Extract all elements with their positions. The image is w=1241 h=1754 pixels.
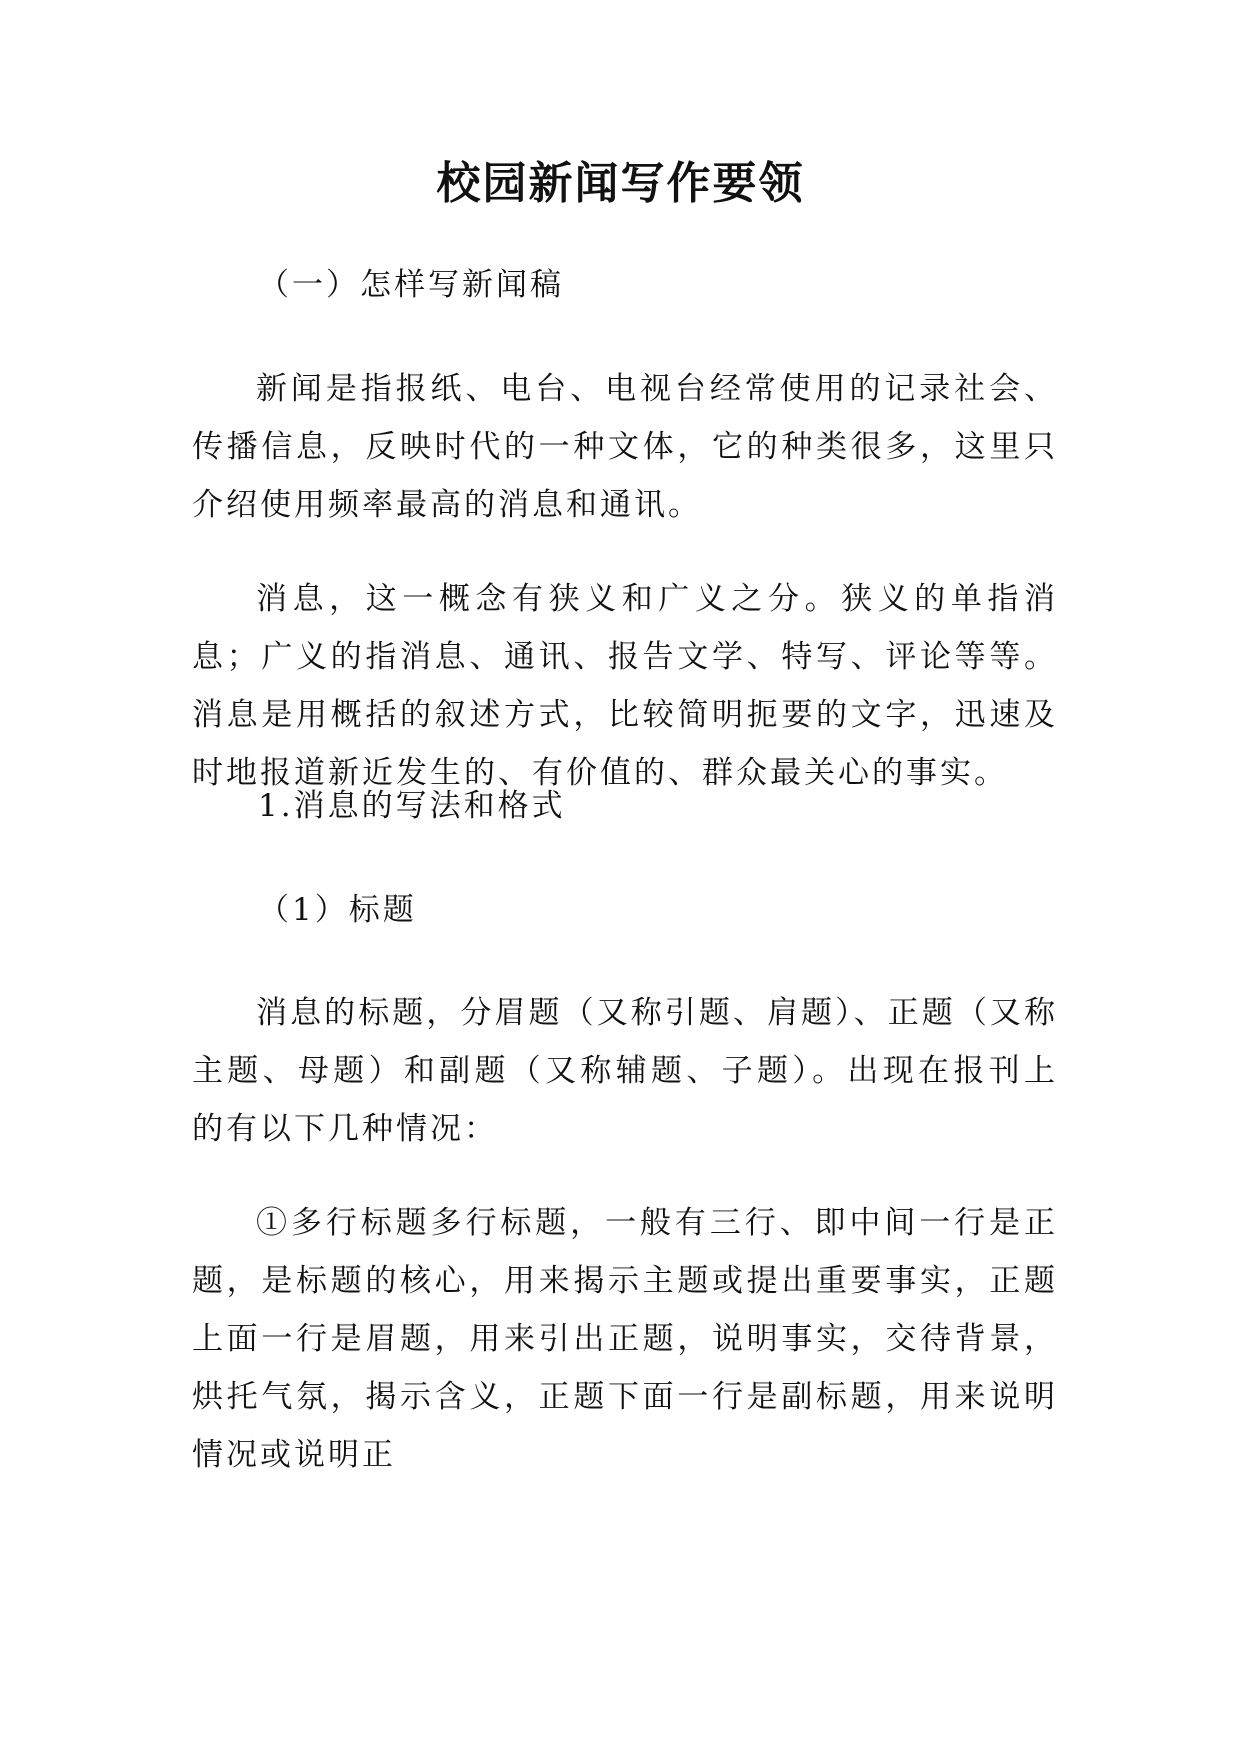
- paragraph-multiline-title: ①多行标题多行标题，一般有三行、即中间一行是正题，是标题的核心，用来揭示主题或提出重要事实，正题上面一行是眉题，用来引出正题，说明事实，交待背景，烘托气氛，揭示含义，正题下面一行是副标题，用来说明情况或说明正: [192, 1205, 1058, 1473]
- subheading-message-format: 1.消息的写法和格式: [258, 788, 566, 824]
- section-heading: （一）怎样写新闻稿: [258, 267, 564, 303]
- document-title: 校园新闻写作要领: [436, 158, 805, 209]
- paragraph-news-definition: 新闻是指报纸、电台、电视台经常使用的记录社会、传播信息，反映时代的一种文体，它的种类很多，这里只介绍使用频率最高的消息和通讯。: [192, 371, 1058, 523]
- paragraph-message-concept: 消息，这一概念有狭义和广义之分。狭义的单指消息；广义的指消息、通讯、报告文学、特写、评论等等。消息是用概括的叙述方式，比较简明扼要的文字，迅速及时地报道新近发生的、有价值的、群众最关心的事实。: [192, 581, 1058, 791]
- paragraph-title-types: 消息的标题，分眉题（又称引题、肩题）、正题（又称主题、母题）和副题（又称辅题、子题）。出现在报刊上的有以下几种情况：: [192, 995, 1058, 1147]
- subheading-title: （1）标题: [258, 892, 417, 928]
